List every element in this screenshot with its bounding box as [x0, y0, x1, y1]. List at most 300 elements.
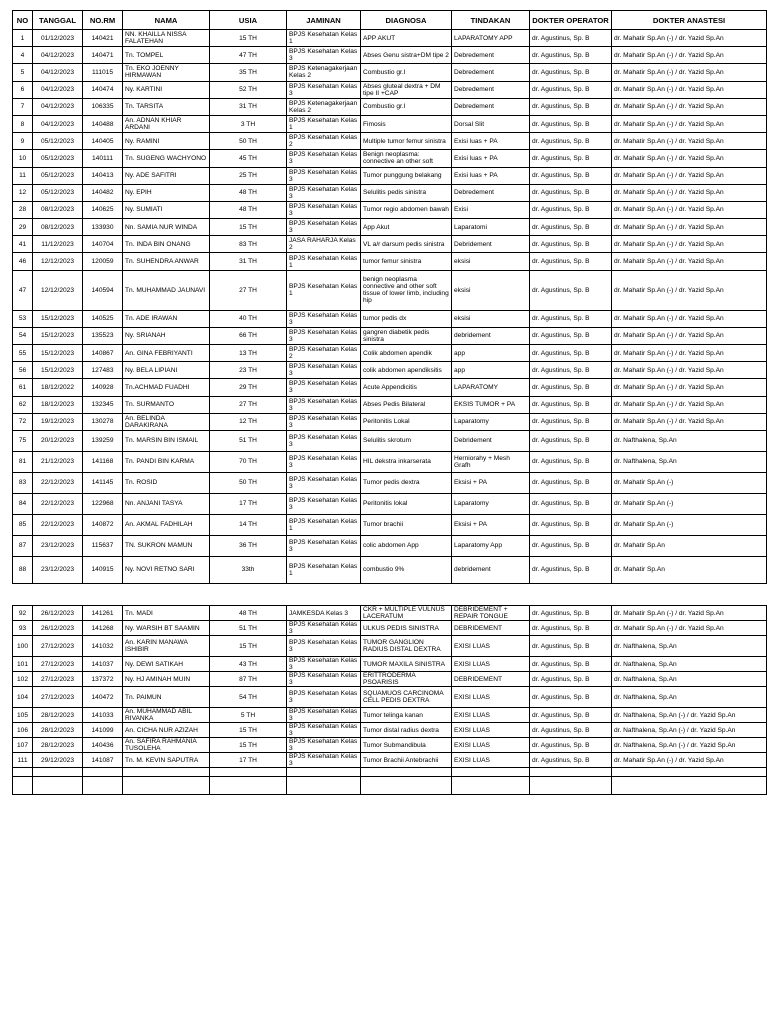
header-jaminan: JAMINAN	[287, 11, 361, 30]
cell-tindakan: Debredement	[452, 64, 530, 81]
cell-usia: 13 TH	[210, 345, 287, 362]
cell-jaminan: BPJS Kesehatan Kelas 3	[287, 310, 361, 327]
cell-tanggal: 28/12/2023	[33, 723, 83, 738]
cell-jaminan: JASA RAHARJA Kelas 2	[287, 236, 361, 253]
cell-rm: 130278	[83, 413, 123, 430]
cell-tindakan: Debridement	[452, 236, 530, 253]
cell-diagnosa: Tumor regio abdomen bawah	[361, 201, 452, 218]
cell-no: 72	[13, 413, 33, 430]
cell-jaminan: BPJS Kesehatan Kelas 3	[287, 451, 361, 472]
table-row	[13, 396, 767, 413]
cell-jaminan: BPJS Kesehatan Kelas 3	[287, 430, 361, 451]
table-row	[13, 327, 767, 344]
cell-tindakan: EKSIS TUMOR + PA	[452, 396, 530, 413]
empty-cell	[13, 768, 33, 777]
cell-no: 87	[13, 535, 33, 556]
cell-no: 62	[13, 396, 33, 413]
cell-no: 29	[13, 219, 33, 236]
cell-usia: 25 TH	[210, 167, 287, 184]
cell-rm: 141145	[83, 472, 123, 493]
cell-diagnosa: VL a/r darsum pedis sinistra	[361, 236, 452, 253]
cell-operator: dr. Agustinus, Sp. B	[530, 115, 612, 132]
cell-tindakan: Debredement	[452, 184, 530, 201]
table-row	[13, 657, 767, 672]
cell-tanggal: 08/12/2023	[33, 219, 83, 236]
cell-anastesi: dr. Nafthalena, Sp.An (-) / dr. Yazid Sp.An	[612, 723, 767, 738]
cell-tanggal: 22/12/2023	[33, 514, 83, 535]
table-row	[13, 47, 767, 64]
cell-jaminan: BPJS Kesehatan Kelas 3	[287, 219, 361, 236]
empty-cell	[530, 768, 612, 777]
cell-jaminan: BPJS Kesehatan Kelas 1	[287, 270, 361, 310]
cell-tanggal: 27/12/2023	[33, 672, 83, 687]
empty-cell	[612, 777, 767, 795]
cell-anastesi: dr. Mahatir Sp.An (-) / dr. Yazid Sp.An	[612, 30, 767, 47]
cell-tindakan: EXISI LUAS	[452, 657, 530, 672]
cell-jaminan: JAMKESDA Kelas 3	[287, 606, 361, 621]
table-row	[13, 115, 767, 132]
cell-anastesi: dr. Mahatir Sp.An (-)	[612, 472, 767, 493]
cell-rm: 135523	[83, 327, 123, 344]
cell-tindakan: Exisi luas + PA	[452, 133, 530, 150]
table-row	[13, 514, 767, 535]
cell-rm: 140474	[83, 81, 123, 98]
cell-diagnosa: Abses Genu sistra+DM tipe 2	[361, 47, 452, 64]
cell-no: 102	[13, 672, 33, 687]
cell-tindakan: EXISI LUAS	[452, 723, 530, 738]
cell-rm: 133930	[83, 219, 123, 236]
cell-jaminan: BPJS Kesehatan Kelas 3	[287, 413, 361, 430]
cell-no: 105	[13, 708, 33, 723]
cell-rm: 140421	[83, 30, 123, 47]
table-row	[13, 30, 767, 47]
cell-tindakan: DEBRIDEMENT	[452, 672, 530, 687]
cell-no: 81	[13, 451, 33, 472]
cell-usia: 51 TH	[210, 430, 287, 451]
cell-nama: Ny. SRIANAH	[123, 327, 210, 344]
empty-cell	[123, 777, 210, 795]
header-tanggal: TANGGAL	[33, 11, 83, 30]
cell-rm: 140594	[83, 270, 123, 310]
cell-no: 46	[13, 253, 33, 270]
cell-no: 8	[13, 115, 33, 132]
cell-operator: dr. Agustinus, Sp. B	[530, 535, 612, 556]
table-row	[13, 219, 767, 236]
cell-nama: An. MUHAMMAD ABIL RIVANKA	[123, 708, 210, 723]
table-row	[13, 753, 767, 768]
cell-tanggal: 12/12/2023	[33, 253, 83, 270]
cell-tindakan: debridement	[452, 327, 530, 344]
cell-usia: 14 TH	[210, 514, 287, 535]
cell-usia: 45 TH	[210, 150, 287, 167]
table-row	[13, 150, 767, 167]
table-row	[13, 253, 767, 270]
cell-nama: Tn. MUHAMMAD JAUNAVI	[123, 270, 210, 310]
cell-no: 12	[13, 184, 33, 201]
cell-rm: 141099	[83, 723, 123, 738]
cell-jaminan: BPJS Kesehatan Kelas 3	[287, 535, 361, 556]
cell-jaminan: BPJS Kesehatan Kelas 3	[287, 362, 361, 379]
cell-tindakan: Laparatomy	[452, 413, 530, 430]
table-row	[13, 345, 767, 362]
cell-operator: dr. Agustinus, Sp. B	[530, 327, 612, 344]
table-row	[13, 430, 767, 451]
cell-diagnosa: TUMOR GANGLION RADIUS DISTAL DEXTRA	[361, 636, 452, 657]
cell-nama: An. SAFIRA RAHMANIA TUSOLEHA	[123, 738, 210, 753]
cell-usia: 52 TH	[210, 81, 287, 98]
cell-tanggal: 15/12/2023	[33, 310, 83, 327]
cell-anastesi: dr. Nafthalena, Sp.An	[612, 636, 767, 657]
cell-jaminan: BPJS Ketenagakerjaan Kelas 2	[287, 98, 361, 115]
empty-cell	[361, 768, 452, 777]
table-row	[13, 472, 767, 493]
surgery-log-table-1	[12, 10, 767, 584]
cell-rm: 140472	[83, 687, 123, 708]
cell-tanggal: 08/12/2023	[33, 201, 83, 218]
cell-tanggal: 05/12/2023	[33, 133, 83, 150]
cell-operator: dr. Agustinus, Sp. B	[530, 753, 612, 768]
cell-nama: Ny. WARSIH BT SAAMIN	[123, 621, 210, 636]
cell-nama: Ny. HJ AMINAH MUIN	[123, 672, 210, 687]
cell-tanggal: 04/12/2023	[33, 64, 83, 81]
cell-operator: dr. Agustinus, Sp. B	[530, 345, 612, 362]
cell-operator: dr. Agustinus, Sp. B	[530, 451, 612, 472]
cell-no: 107	[13, 738, 33, 753]
cell-tanggal: 27/12/2023	[33, 687, 83, 708]
cell-usia: 15 TH	[210, 738, 287, 753]
cell-tindakan: debridement	[452, 556, 530, 583]
cell-operator: dr. Agustinus, Sp. B	[530, 47, 612, 64]
cell-rm: 122968	[83, 493, 123, 514]
cell-diagnosa: ERITTRODERMA PSOARISIS	[361, 672, 452, 687]
table-row	[13, 723, 767, 738]
cell-nama: Tn. INDA BIN ONANG	[123, 236, 210, 253]
header-diagnosa: DIAGNOSA	[361, 11, 452, 30]
table-row	[13, 413, 767, 430]
cell-rm: 141087	[83, 753, 123, 768]
cell-tanggal: 15/12/2023	[33, 345, 83, 362]
cell-diagnosa: Tumor telinga kanan	[361, 708, 452, 723]
cell-nama: An. BELINDA DARAKIRANA	[123, 413, 210, 430]
cell-operator: dr. Agustinus, Sp. B	[530, 657, 612, 672]
table-row	[13, 81, 767, 98]
header-row	[13, 11, 767, 30]
table-row	[13, 451, 767, 472]
cell-tanggal: 26/12/2023	[33, 621, 83, 636]
cell-tindakan: EXISI LUAS	[452, 738, 530, 753]
cell-no: 7	[13, 98, 33, 115]
cell-tindakan: Debredement	[452, 81, 530, 98]
empty-cell	[13, 777, 33, 795]
cell-no: 93	[13, 621, 33, 636]
cell-tindakan: Laparatomy	[452, 493, 530, 514]
header-no-rm: NO.RM	[83, 11, 123, 30]
table-row	[13, 672, 767, 687]
cell-jaminan: BPJS Kesehatan Kelas 3	[287, 753, 361, 768]
cell-anastesi: dr. Mahatir Sp.An (-) / dr. Yazid Sp.An	[612, 253, 767, 270]
cell-usia: 70 TH	[210, 451, 287, 472]
table-row	[13, 687, 767, 708]
cell-tanggal: 27/12/2023	[33, 636, 83, 657]
cell-no: 11	[13, 167, 33, 184]
cell-tindakan: EXISI LUAS	[452, 708, 530, 723]
cell-operator: dr. Agustinus, Sp. B	[530, 379, 612, 396]
cell-no: 5	[13, 64, 33, 81]
cell-rm: 115637	[83, 535, 123, 556]
table-row	[13, 184, 767, 201]
cell-jaminan: BPJS Kesehatan Kelas 3	[287, 636, 361, 657]
cell-anastesi: dr. Nafthalena, Sp.An (-) / dr. Yazid Sp.An	[612, 738, 767, 753]
cell-jaminan: BPJS Kesehatan Kelas 3	[287, 657, 361, 672]
cell-tindakan: LAPARATOMY	[452, 379, 530, 396]
cell-anastesi: dr. Nafthalena, Sp.An	[612, 451, 767, 472]
cell-jaminan: BPJS Kesehatan Kelas 3	[287, 738, 361, 753]
empty-cell	[612, 768, 767, 777]
cell-nama: Nn. SAMIA NUR WINDA	[123, 219, 210, 236]
cell-nama: Tn. SUHENDRA ANWAR	[123, 253, 210, 270]
cell-anastesi: dr. Mahatir Sp.An (-) / dr. Yazid Sp.An	[612, 184, 767, 201]
cell-rm: 140436	[83, 738, 123, 753]
cell-tanggal: 22/12/2023	[33, 472, 83, 493]
cell-no: 100	[13, 636, 33, 657]
cell-usia: 15 TH	[210, 219, 287, 236]
cell-operator: dr. Agustinus, Sp. B	[530, 64, 612, 81]
cell-anastesi: dr. Nafthalena, Sp.An (-) / dr. Yazid Sp.An	[612, 708, 767, 723]
cell-anastesi: dr. Mahatir Sp.An (-) / dr. Yazid Sp.An	[612, 327, 767, 344]
cell-operator: dr. Agustinus, Sp. B	[530, 672, 612, 687]
cell-rm: 140488	[83, 115, 123, 132]
cell-nama: Ny. EPIH	[123, 184, 210, 201]
cell-diagnosa: tumor pedis dx	[361, 310, 452, 327]
cell-no: 106	[13, 723, 33, 738]
cell-operator: dr. Agustinus, Sp. B	[530, 723, 612, 738]
cell-rm: 141033	[83, 708, 123, 723]
cell-usia: 87 TH	[210, 672, 287, 687]
cell-nama: Tn. PANDI BIN KARMA	[123, 451, 210, 472]
cell-jaminan: BPJS Kesehatan Kelas 3	[287, 47, 361, 64]
table-row	[13, 98, 767, 115]
cell-usia: 29 TH	[210, 379, 287, 396]
cell-diagnosa: colic abdomen App	[361, 535, 452, 556]
cell-operator: dr. Agustinus, Sp. B	[530, 514, 612, 535]
header-no: NO	[13, 11, 33, 30]
table-row	[13, 606, 767, 621]
cell-tanggal: 15/12/2023	[33, 327, 83, 344]
cell-nama: Ny. SUMIATI	[123, 201, 210, 218]
cell-diagnosa: Selulitis skrotum	[361, 430, 452, 451]
cell-usia: 43 TH	[210, 657, 287, 672]
cell-operator: dr. Agustinus, Sp. B	[530, 167, 612, 184]
cell-tindakan: EXISI LUAS	[452, 753, 530, 768]
cell-usia: 36 TH	[210, 535, 287, 556]
cell-operator: dr. Agustinus, Sp. B	[530, 396, 612, 413]
cell-usia: 27 TH	[210, 270, 287, 310]
empty-cell	[361, 777, 452, 795]
cell-tanggal: 18/12/2023	[33, 396, 83, 413]
cell-operator: dr. Agustinus, Sp. B	[530, 150, 612, 167]
cell-operator: dr. Agustinus, Sp. B	[530, 621, 612, 636]
cell-diagnosa: CKR + MULTIPLE VULNUS LACERATUM	[361, 606, 452, 621]
cell-tindakan: app	[452, 362, 530, 379]
table-row	[13, 236, 767, 253]
cell-no: 1	[13, 30, 33, 47]
cell-usia: 23 TH	[210, 362, 287, 379]
cell-tindakan: Dorsal Slit	[452, 115, 530, 132]
cell-diagnosa: SQUAMUOS CARCINOMA CELL PEDIS DEXTRA	[361, 687, 452, 708]
cell-anastesi: dr. Nafthalena, Sp.An	[612, 687, 767, 708]
cell-tanggal: 05/12/2023	[33, 167, 83, 184]
cell-anastesi: dr. Mahatir Sp.An (-) / dr. Yazid Sp.An	[612, 167, 767, 184]
cell-nama: Tn. ROSID	[123, 472, 210, 493]
cell-jaminan: BPJS Kesehatan Kelas 3	[287, 327, 361, 344]
cell-diagnosa: Multiple tumor femur sinistra	[361, 133, 452, 150]
cell-no: 9	[13, 133, 33, 150]
cell-no: 54	[13, 327, 33, 344]
cell-anastesi: dr. Mahatir Sp.An (-) / dr. Yazid Sp.An	[612, 115, 767, 132]
cell-anastesi: dr. Mahatir Sp.An (-) / dr. Yazid Sp.An	[612, 270, 767, 310]
cell-diagnosa: combustio 9%	[361, 556, 452, 583]
cell-usia: 15 TH	[210, 30, 287, 47]
cell-diagnosa: Peritonitis Lokal	[361, 413, 452, 430]
cell-nama: An. AKMAL FADHILAH	[123, 514, 210, 535]
table-row	[13, 64, 767, 81]
cell-jaminan: BPJS Kesehatan Kelas 3	[287, 493, 361, 514]
cell-operator: dr. Agustinus, Sp. B	[530, 493, 612, 514]
cell-jaminan: BPJS Kesehatan Kelas 3	[287, 167, 361, 184]
cell-nama: Tn. TARSITA	[123, 98, 210, 115]
cell-usia: 3 TH	[210, 115, 287, 132]
cell-no: 56	[13, 362, 33, 379]
empty-cell	[83, 777, 123, 795]
cell-operator: dr. Agustinus, Sp. B	[530, 81, 612, 98]
cell-rm: 140111	[83, 150, 123, 167]
table-row	[13, 556, 767, 583]
cell-anastesi: dr. Mahatir Sp.An (-) / dr. Yazid Sp.An	[612, 219, 767, 236]
cell-diagnosa: Tumor distal radius dextra	[361, 723, 452, 738]
cell-rm: 141032	[83, 636, 123, 657]
table-row	[13, 738, 767, 753]
cell-tindakan: Laparatomy App	[452, 535, 530, 556]
cell-rm: 140525	[83, 310, 123, 327]
empty-cell	[210, 768, 287, 777]
cell-jaminan: BPJS Kesehatan Kelas 1	[287, 30, 361, 47]
cell-tanggal: 23/12/2023	[33, 556, 83, 583]
cell-operator: dr. Agustinus, Sp. B	[530, 30, 612, 47]
cell-usia: 15 TH	[210, 636, 287, 657]
cell-usia: 17 TH	[210, 493, 287, 514]
cell-jaminan: BPJS Kesehatan Kelas 3	[287, 184, 361, 201]
cell-usia: 31 TH	[210, 98, 287, 115]
cell-nama: Tn. MARSIN BIN ISMAIL	[123, 430, 210, 451]
cell-rm: 139259	[83, 430, 123, 451]
cell-tanggal: 20/12/2023	[33, 430, 83, 451]
empty-cell	[452, 777, 530, 795]
cell-anastesi: dr. Mahatir Sp.An (-) / dr. Yazid Sp.An	[612, 310, 767, 327]
cell-rm: 140915	[83, 556, 123, 583]
cell-jaminan: BPJS Kesehatan Kelas 3	[287, 708, 361, 723]
cell-tindakan: Eksisi + PA	[452, 472, 530, 493]
cell-tindakan: app	[452, 345, 530, 362]
cell-diagnosa: colik abdomen apendiksitis	[361, 362, 452, 379]
empty-cell	[210, 777, 287, 795]
cell-usia: 40 TH	[210, 310, 287, 327]
cell-tindakan: Debridement	[452, 430, 530, 451]
cell-operator: dr. Agustinus, Sp. B	[530, 430, 612, 451]
cell-anastesi: dr. Mahatir Sp.An (-) / dr. Yazid Sp.An	[612, 621, 767, 636]
cell-tanggal: 28/12/2023	[33, 738, 83, 753]
cell-no: 61	[13, 379, 33, 396]
cell-diagnosa: Tumor brachii	[361, 514, 452, 535]
cell-no: 75	[13, 430, 33, 451]
cell-diagnosa: Combustio gr.I	[361, 98, 452, 115]
cell-anastesi: dr. Mahatir Sp.An	[612, 535, 767, 556]
cell-anastesi: dr. Mahatir Sp.An (-) / dr. Yazid Sp.An	[612, 47, 767, 64]
cell-anastesi: dr. Mahatir Sp.An (-) / dr. Yazid Sp.An	[612, 379, 767, 396]
cell-nama: Tn.ACHMAD FUADHI	[123, 379, 210, 396]
cell-operator: dr. Agustinus, Sp. B	[530, 184, 612, 201]
cell-usia: 50 TH	[210, 472, 287, 493]
cell-rm: 141268	[83, 621, 123, 636]
cell-nama: Tn. TOMPEL	[123, 47, 210, 64]
cell-usia: 33th	[210, 556, 287, 583]
cell-operator: dr. Agustinus, Sp. B	[530, 606, 612, 621]
cell-nama: Ny. BELA LIPIANI	[123, 362, 210, 379]
cell-operator: dr. Agustinus, Sp. B	[530, 687, 612, 708]
cell-usia: 5 TH	[210, 708, 287, 723]
cell-diagnosa: Combustio gr.I	[361, 64, 452, 81]
cell-nama: Ny. NOVI RETNO SARI	[123, 556, 210, 583]
cell-nama: Nn. ANJANI TASYA	[123, 493, 210, 514]
cell-tindakan: Debredement	[452, 47, 530, 64]
cell-diagnosa: gangren diabetik pedis sinistra	[361, 327, 452, 344]
cell-no: 41	[13, 236, 33, 253]
cell-rm: 140704	[83, 236, 123, 253]
cell-anastesi: dr. Nafthalena, Sp.An	[612, 657, 767, 672]
cell-no: 92	[13, 606, 33, 621]
cell-nama: Ny. ADE SAFITRI	[123, 167, 210, 184]
cell-diagnosa: HIL dekstra inkarserata	[361, 451, 452, 472]
header-usia: USIA	[210, 11, 287, 30]
cell-usia: 48 TH	[210, 184, 287, 201]
cell-tindakan: LAPARATOMY APP	[452, 30, 530, 47]
cell-nama: Ny. DEWI SATIKAH	[123, 657, 210, 672]
cell-nama: An. CICHA NUR AZIZAH	[123, 723, 210, 738]
cell-jaminan: BPJS Kesehatan Kelas 2	[287, 133, 361, 150]
surgery-log-table-2	[12, 605, 767, 795]
cell-jaminan: BPJS Ketenagakerjaan Kelas 2	[287, 64, 361, 81]
cell-tindakan: DEBRIDEMENT + REPAIR TONGUE	[452, 606, 530, 621]
cell-operator: dr. Agustinus, Sp. B	[530, 98, 612, 115]
cell-rm: 140867	[83, 345, 123, 362]
table-row	[13, 621, 767, 636]
cell-usia: 48 TH	[210, 606, 287, 621]
cell-usia: 15 TH	[210, 723, 287, 738]
cell-anastesi: dr. Mahatir Sp.An (-) / dr. Yazid Sp.An	[612, 396, 767, 413]
cell-rm: 120059	[83, 253, 123, 270]
cell-nama: Tn. EKO JOENNY HIRMAWAN	[123, 64, 210, 81]
cell-diagnosa: Selulitis pedis sinistra	[361, 184, 452, 201]
cell-tindakan: Exisi	[452, 201, 530, 218]
cell-rm: 132345	[83, 396, 123, 413]
cell-tanggal: 05/12/2023	[33, 150, 83, 167]
cell-diagnosa: Abses gluteal dextra + DM tipe II +CAP	[361, 81, 452, 98]
cell-rm: 140872	[83, 514, 123, 535]
cell-anastesi: dr. Mahatir Sp.An	[612, 556, 767, 583]
table-row	[13, 310, 767, 327]
cell-jaminan: BPJS Kesehatan Kelas 3	[287, 723, 361, 738]
cell-nama: Ny. KARTINI	[123, 81, 210, 98]
cell-jaminan: BPJS Kesehatan Kelas 2	[287, 345, 361, 362]
